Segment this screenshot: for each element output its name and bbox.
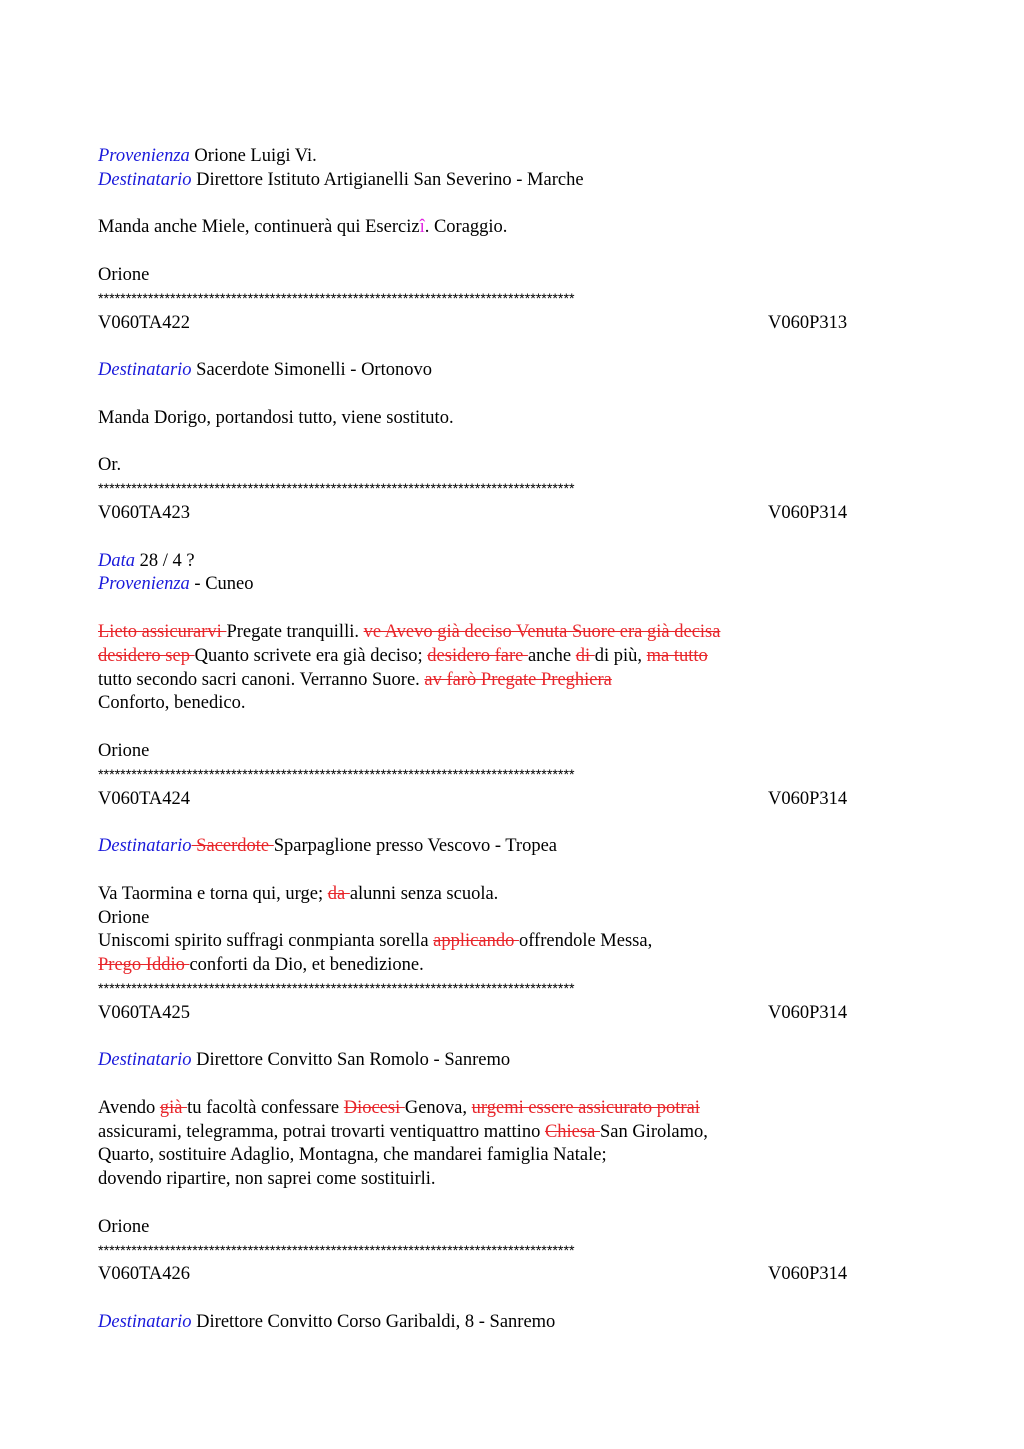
- body-text: Va Taormina e torna qui, urge;: [98, 883, 328, 904]
- provenienza-value: - Cuneo: [189, 574, 254, 595]
- destinatario-value: Direttore Istituto Artigianelli San Severino - Marche: [191, 169, 584, 190]
- reference-row: [98, 502, 928, 526]
- telegram-body-line: [98, 954, 928, 978]
- page-code: V060P313: [768, 312, 848, 333]
- provenienza-value: Orione Luigi Vi.: [189, 146, 317, 166]
- destinatario-label: Destinatario: [98, 1050, 192, 1071]
- signature: Orione: [98, 740, 150, 761]
- telegram-body-line: [98, 692, 928, 716]
- telegram-body-line: [98, 1121, 928, 1145]
- provenienza-label: Provenienza: [98, 146, 190, 166]
- deleted-text: ve Avevo già deciso Venuta Suore era già decisa: [363, 621, 721, 642]
- deleted-text: Diocesi: [343, 1097, 405, 1118]
- deleted-text: desidero sep: [98, 645, 195, 666]
- body-text: Quarto, sostituire Adaglio, Montagna, che mandarei famiglia Natale;: [98, 1145, 607, 1166]
- deleted-text: Prego Iddio: [98, 955, 190, 976]
- telegram-code: V060TA424: [98, 788, 191, 809]
- body-text: Avendo: [98, 1097, 160, 1118]
- body-text: alunni senza scuola.: [349, 883, 499, 904]
- body-text: tutto secondo sacri canoni. Verranno Suore.: [98, 669, 425, 690]
- signature: Orione: [98, 907, 150, 928]
- signature: Orione: [98, 1216, 150, 1237]
- separator-line: **************************************************************************************: [98, 290, 575, 307]
- deleted-text: da: [327, 883, 350, 904]
- telegram-body-line: [98, 1168, 928, 1192]
- destinatario-value: Direttore Convitto San Romolo - Sanremo: [191, 1050, 511, 1071]
- separator-line: **************************************************************************************: [98, 980, 575, 997]
- destinatario-value: Sacerdote Simonelli - Ortonovo: [191, 360, 432, 381]
- page-code: V060P314: [768, 502, 848, 523]
- body-text: di più,: [594, 645, 647, 666]
- telegram-body-line: [98, 883, 928, 907]
- destinatario-line: [98, 1049, 928, 1073]
- data-line: [98, 550, 928, 574]
- destinatario-label: Destinatario: [98, 1312, 192, 1333]
- body-text: assicurami, telegramma, potrai trovarti ventiquattro mattino: [98, 1121, 545, 1142]
- provenienza-line: [98, 573, 928, 597]
- body-text: Conforto, benedico.: [98, 693, 246, 714]
- body-text: dovendo ripartire, non saprei come sostituirli.: [98, 1169, 436, 1190]
- destinatario-label: Destinatario: [98, 836, 192, 857]
- destinatario-value: Sparpaglione presso Vescovo - Tropea: [273, 836, 558, 857]
- deleted-text: già: [159, 1097, 188, 1118]
- body-text: Manda anche Miele, continuerà qui Eserciz: [98, 217, 420, 238]
- deleted-text: Sacerdote: [191, 836, 274, 857]
- provenienza-label: Provenienza: [98, 574, 190, 595]
- document-page: [98, 145, 928, 1335]
- destinatario-line: [98, 169, 928, 193]
- body-text: Genova,: [404, 1097, 472, 1118]
- destinatario-value: Direttore Convitto Corso Garibaldi, 8 - Sanremo: [191, 1312, 556, 1333]
- separator-line: **************************************************************************************: [98, 1242, 575, 1259]
- destinatario-label: Destinatario: [98, 360, 192, 381]
- body-text: . Coraggio.: [424, 217, 508, 238]
- deleted-text: urgemi essere assicurato potrai: [471, 1097, 700, 1118]
- page-code: V060P314: [768, 788, 848, 809]
- separator-line: **************************************************************************************: [98, 766, 575, 783]
- deleted-text: desidero fare: [427, 645, 528, 666]
- signature: Orione: [98, 264, 150, 285]
- telegram-body-line: [98, 621, 928, 645]
- destinatario-line: [98, 1311, 928, 1335]
- telegram-code: V060TA425: [98, 1002, 191, 1023]
- signature: Or.: [98, 455, 122, 476]
- telegram-code: V060TA426: [98, 1264, 191, 1285]
- destinatario-label: Destinatario: [98, 169, 192, 190]
- body-text: anche: [527, 645, 576, 666]
- body-text: offrendole Messa,: [518, 931, 653, 952]
- destinatario-line: [98, 835, 928, 859]
- page-code: V060P314: [768, 1002, 848, 1023]
- reference-row: [98, 1263, 928, 1287]
- deleted-text: Chiesa: [544, 1121, 600, 1142]
- telegram-body-line: [98, 1097, 928, 1121]
- telegram-body: Manda Dorigo, portandosi tutto, viene sostituto.: [98, 407, 454, 428]
- deleted-text: av farò Pregate Preghiera: [424, 669, 612, 690]
- body-text: Quanto scrivete era già deciso;: [194, 645, 428, 666]
- telegram-body-line: [98, 930, 928, 954]
- reference-row: [98, 1002, 928, 1026]
- telegram-code: V060TA422: [98, 312, 191, 333]
- separator-line: **************************************************************************************: [98, 481, 575, 498]
- telegram-code: V060TA423: [98, 502, 191, 523]
- data-label: Data: [98, 550, 135, 571]
- deleted-text: ma tutto: [646, 645, 708, 666]
- body-text: San Girolamo,: [599, 1121, 708, 1142]
- telegram-body: [98, 216, 928, 240]
- deleted-text: applicando: [433, 931, 519, 952]
- destinatario-line: [98, 359, 928, 383]
- deleted-text: di: [575, 645, 595, 666]
- reference-row: [98, 312, 928, 336]
- telegram-body-line: [98, 645, 928, 669]
- page-code: V060P314: [768, 1264, 848, 1285]
- reference-row: [98, 788, 928, 812]
- deleted-text: Lieto assicurarvi: [98, 621, 227, 642]
- provenienza-line: [98, 145, 928, 169]
- body-text: Uniscomi spirito suffragi conmpianta sorella: [98, 931, 434, 952]
- body-text: Pregate tranquilli.: [226, 621, 364, 642]
- accent-marker: î: [419, 217, 425, 238]
- telegram-body-line: [98, 669, 928, 693]
- data-value: 28 / 4 ?: [135, 550, 195, 571]
- body-text: tu facoltà confessare: [187, 1097, 344, 1118]
- body-text: conforti da Dio, et benedizione.: [189, 955, 424, 976]
- telegram-body-line: [98, 1144, 928, 1168]
